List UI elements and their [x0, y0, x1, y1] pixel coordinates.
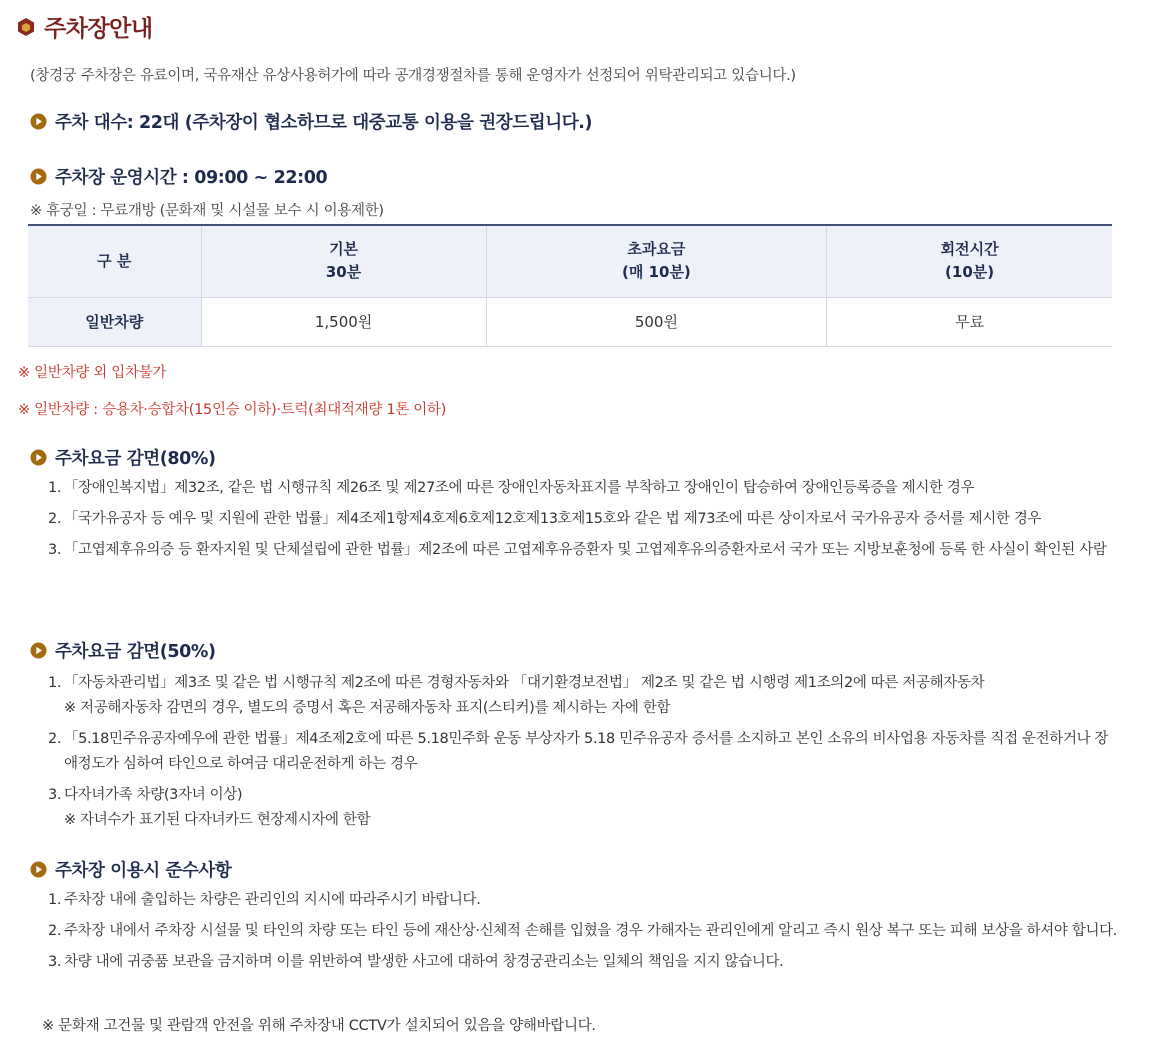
header-turnover: 회전시간 (10분) — [827, 225, 1112, 297]
rules-title: 주차장 이용시 준수사항 — [55, 861, 232, 881]
discount80-heading — [30, 445, 216, 470]
row-label: 일반차량 — [28, 297, 201, 346]
extra-fee-cell: 500원 — [486, 297, 827, 346]
hexagon-icon — [16, 17, 36, 37]
list-item-subnote: ※ 자녀수가 표기된 다자녀카드 현장제시자에 한함 — [64, 812, 371, 828]
list-item: 2. 「국가유공자 등 예우 및 지원에 관한 법률」제4조제1항제4호제6호제12호제13호제15호와 같은 법 제73조에 따른 상이자로서 국가유공자 증서를 제시한 경우 — [48, 511, 1042, 527]
discount50-list — [48, 671, 1118, 839]
turnover-cell: 무료 — [827, 297, 1112, 346]
header-basic: 기본 30분 — [201, 225, 486, 297]
fee-table-header-row — [28, 225, 1112, 297]
page-title — [16, 10, 153, 43]
bullet-arrow-icon — [30, 168, 47, 185]
bullet-arrow-icon — [30, 113, 47, 130]
list-item: 1. 「자동차관리법」제3조 및 같은 법 시행규칙 제2조에 따른 경형자동차와 「대기환경보전법」 제2조 및 같은 법 시행령 제1조의2에 따른 저공해자동차 ※ 저공해자동차 감면의 경우, 별도의 증명서 혹은 저공해자동차 표지(스티커)를 제시하는 자에 한함 — [48, 671, 1118, 721]
capacity-heading — [30, 109, 592, 134]
discount80-title: 주차요금 감면(80%) — [55, 449, 216, 469]
list-item: 2. 주차장 내에서 주차장 시설물 및 타인의 차량 또는 타인 등에 재산상·신체적 손해를 입혔을 경우 가해자는 관리인에게 알리고 즉시 원상 복구 또는 피해 보상을 하셔야 합니다. — [48, 923, 1118, 939]
discount80-list — [48, 476, 1118, 569]
list-item: 3. 다자녀가족 차량(3자녀 이상) ※ 자녀수가 표기된 다자녀카드 현장제시자에 한함 — [48, 783, 1118, 833]
list-item: 1. 「장애인복지법」제32조, 같은 법 시행규칙 제26조 및 제27조에 따른 장애인자동차표지를 부착하고 장애인이 탑승하여 장애인등록증을 제시한 경우 — [48, 480, 975, 496]
fee-table — [28, 224, 1112, 347]
list-item: 3. 차량 내에 귀중품 보관을 금지하며 이를 위반하여 발생한 사고에 대하여 창경궁관리소는 일체의 책임을 지지 않습니다. — [48, 954, 784, 970]
page-title-text: 주차장안내 — [44, 16, 153, 42]
hours-heading — [30, 164, 327, 189]
bullet-arrow-icon — [30, 642, 47, 659]
list-item: 2. 「5.18민주유공자예우에 관한 법률」제4조제2호에 따른 5.18민주화 운동 부상자가 5.18 민주유공자 증서를 소지하고 본인 소유의 비사업용 자동차를 직접 운전하거나 장애정도가 심하여 타인으로 하여금 대리운전하게 하는 경우 — [48, 731, 1109, 772]
intro-text: (창경궁 주차장은 유료이며, 국유재산 유상사용허가에 따라 공개경쟁절차를 통해 운영자가 선정되어 위탁관리되고 있습니다.) — [30, 68, 796, 84]
capacity-text: 주차 대수: 22대 (주차장이 협소하므로 대중교통 이용을 권장드립니다.) — [55, 113, 593, 133]
cctv-footnote: ※ 문화재 고건물 및 관람객 안전을 위해 주차장내 CCTV가 설치되어 있음을 양해바랍니다. — [42, 1018, 596, 1034]
table-row — [28, 297, 1112, 346]
header-category: 구 분 — [28, 225, 201, 297]
list-item-subnote: ※ 저공해자동차 감면의 경우, 별도의 증명서 혹은 저공해자동차 표지(스티커)를 제시하는 자에 한함 — [64, 700, 671, 716]
basic-fee-cell: 1,500원 — [201, 297, 486, 346]
discount50-heading — [30, 638, 216, 663]
list-item: 1. 주차장 내에 출입하는 차량은 관리인의 지시에 따라주시기 바랍니다. — [48, 892, 481, 908]
rules-list — [48, 888, 1118, 981]
holiday-note: ※ 휴궁일 : 무료개방 (문화재 및 시설물 보수 시 이용제한) — [30, 203, 384, 219]
header-extra-fee: 초과요금 (매 10분) — [486, 225, 827, 297]
red-note-vehicle: ※ 일반차량 : 승용차·승합차(15인승 이하)·트럭(최대적재량 1톤 이하) — [18, 402, 447, 418]
bullet-arrow-icon — [30, 861, 47, 878]
list-item: 3. 「고엽제후유의증 등 환자지원 및 단체설립에 관한 법률」제2조에 따른 고엽제후유증환자 및 고엽제후유의증환자로서 국가 또는 지방보훈청에 등록 한 사실이 확인된 사람 — [48, 542, 1107, 558]
rules-heading — [30, 857, 231, 882]
bullet-arrow-icon — [30, 449, 47, 466]
discount50-title: 주차요금 감면(50%) — [55, 642, 216, 662]
hours-text: 주차장 운영시간 : 09:00 ~ 22:00 — [55, 168, 328, 188]
red-note-entry: ※ 일반차량 외 입차불가 — [18, 365, 167, 381]
